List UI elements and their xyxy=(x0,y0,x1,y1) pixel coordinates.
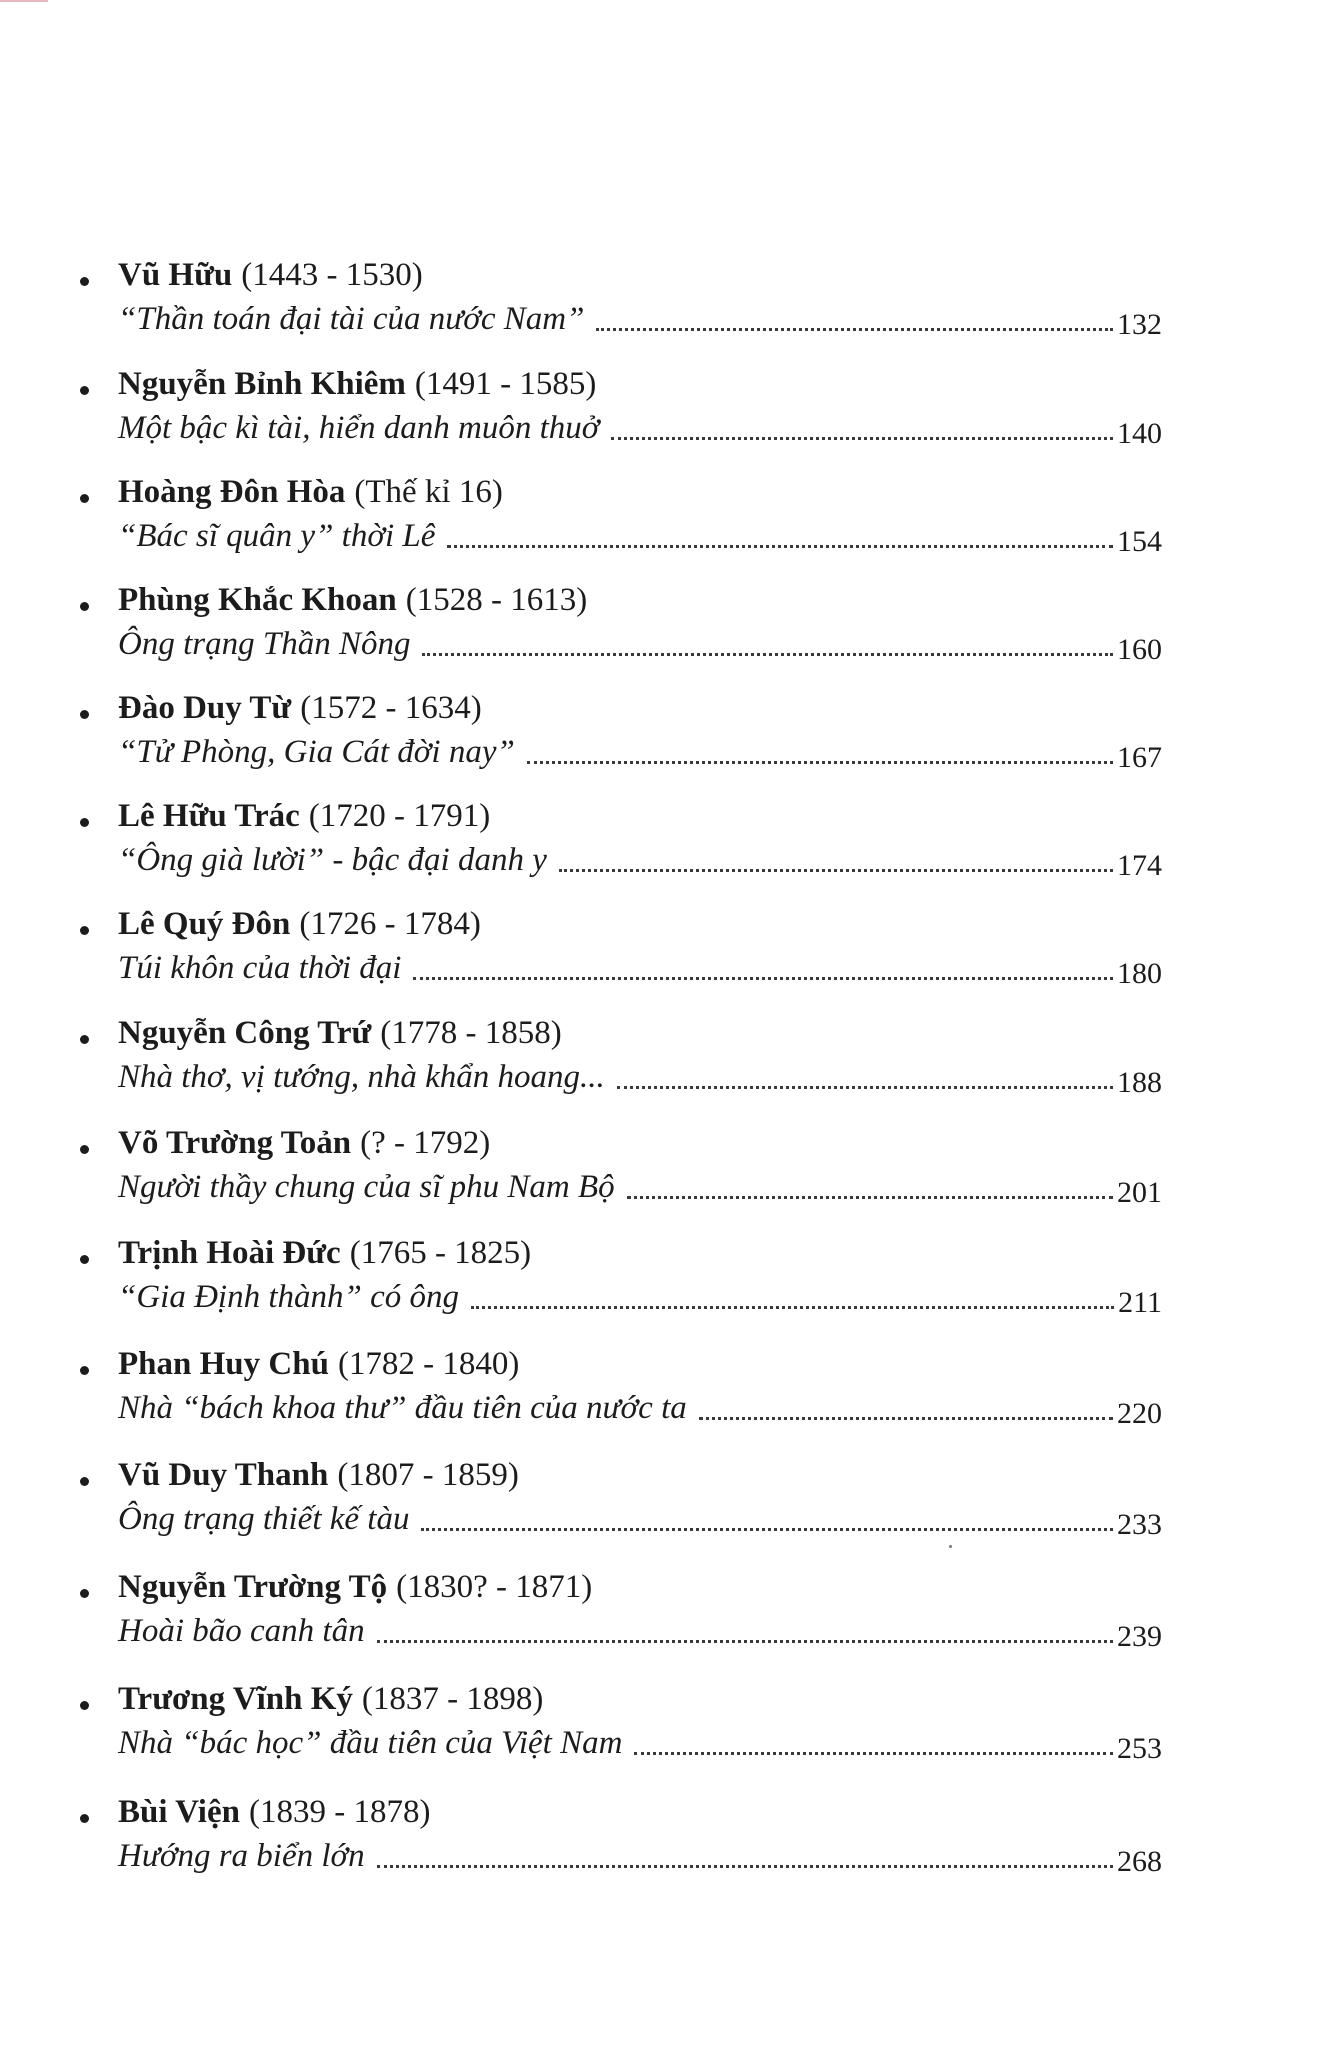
toc-entry xyxy=(0,688,1341,788)
toc-entry xyxy=(0,1679,1341,1779)
entry-heading xyxy=(118,796,490,836)
dot-leader xyxy=(421,1528,1113,1531)
person-years: (? - 1792) xyxy=(360,1125,491,1161)
page-number: 220 xyxy=(1117,1397,1162,1430)
toc-entry xyxy=(0,255,1341,355)
entry-heading xyxy=(118,580,587,620)
person-years: (1830? - 1871) xyxy=(396,1569,593,1605)
page-number: 154 xyxy=(1117,525,1162,558)
toc-entry xyxy=(0,1792,1341,1892)
toc-entry xyxy=(0,796,1341,896)
person-years: (1572 - 1634) xyxy=(300,690,482,726)
bullet-icon xyxy=(80,1255,89,1264)
entry-heading xyxy=(118,688,482,728)
entry-subtitle-row xyxy=(118,1273,1162,1319)
person-name: Nguyễn Trường Tộ xyxy=(118,1569,388,1605)
bullet-icon xyxy=(80,818,89,827)
page-number: 132 xyxy=(1117,308,1162,341)
entry-heading xyxy=(118,1679,543,1719)
entry-heading xyxy=(118,904,481,944)
person-years: (1839 - 1878) xyxy=(248,1794,431,1830)
person-name: Trịnh Hoài Đức xyxy=(118,1235,341,1271)
person-name: Nguyễn Bỉnh Khiêm xyxy=(118,366,406,402)
dot-leader xyxy=(559,869,1113,872)
entry-heading xyxy=(118,1792,430,1832)
bullet-icon xyxy=(80,710,89,719)
bullet-icon xyxy=(80,1366,89,1375)
person-name: Vũ Hữu xyxy=(118,257,233,293)
entry-heading xyxy=(118,1233,531,1273)
dot-leader xyxy=(447,545,1113,548)
entry-subtitle: Hoài bão canh tân xyxy=(118,1613,365,1649)
person-years: (1765 - 1825) xyxy=(349,1235,532,1271)
entry-subtitle: Nhà thơ, vị tướng, nhà khẩn hoang... xyxy=(118,1059,605,1095)
dot-leader xyxy=(377,1640,1113,1643)
entry-subtitle-row xyxy=(118,1607,1162,1653)
entry-subtitle: Một bậc kì tài, hiển danh muôn thuở xyxy=(118,410,600,446)
person-years: (Thế kỉ 16) xyxy=(354,474,503,510)
bullet-icon xyxy=(80,1701,89,1710)
person-years: (1726 - 1784) xyxy=(299,906,481,942)
dot-leader xyxy=(377,1865,1113,1868)
entry-subtitle-row xyxy=(118,1163,1162,1209)
entry-heading xyxy=(118,1013,562,1053)
entry-subtitle-row xyxy=(118,1832,1162,1878)
person-name: Võ Trường Toản xyxy=(118,1125,352,1161)
person-name: Bùi Viện xyxy=(118,1794,240,1830)
page-number: 211 xyxy=(1118,1286,1162,1319)
person-years: (1837 - 1898) xyxy=(361,1681,544,1717)
toc-entry xyxy=(0,472,1341,572)
entry-subtitle-row xyxy=(118,836,1162,882)
bullet-icon xyxy=(80,1035,89,1044)
person-years: (1528 - 1613) xyxy=(405,582,588,618)
entry-subtitle-row xyxy=(118,404,1162,450)
person-name: Phan Huy Chú xyxy=(118,1346,329,1382)
dot-leader xyxy=(527,761,1113,764)
toc-entry xyxy=(0,1233,1341,1333)
page-number: 188 xyxy=(1117,1066,1162,1099)
toc-entry xyxy=(0,580,1341,680)
person-name: Lê Hữu Trác xyxy=(118,798,300,834)
entry-subtitle: “Gia Định thành” có ông xyxy=(118,1279,460,1315)
toc-entry xyxy=(0,1123,1341,1223)
person-name: Nguyễn Công Trứ xyxy=(118,1015,372,1051)
toc-entry xyxy=(0,1567,1341,1667)
page-number: 180 xyxy=(1117,957,1162,990)
entry-subtitle-row xyxy=(118,944,1162,990)
page-number: 233 xyxy=(1117,1508,1162,1541)
bullet-icon xyxy=(80,1589,89,1598)
person-name: Hoàng Đôn Hòa xyxy=(118,474,346,510)
entry-heading xyxy=(118,364,596,404)
page-number: 268 xyxy=(1117,1845,1162,1878)
bullet-icon xyxy=(80,1145,89,1154)
toc-entry xyxy=(0,364,1341,464)
bullet-icon xyxy=(80,1477,89,1486)
person-years: (1491 - 1585) xyxy=(414,366,597,402)
entry-subtitle-row xyxy=(118,295,1162,341)
bullet-icon xyxy=(80,1814,89,1823)
page-number: 239 xyxy=(1117,1620,1162,1653)
entry-subtitle: Nhà “bách khoa thư” đầu tiên của nước ta xyxy=(118,1390,687,1426)
dot-leader xyxy=(596,328,1113,331)
person-years: (1778 - 1858) xyxy=(380,1015,562,1051)
toc-entry xyxy=(0,904,1341,1004)
person-name: Lê Quý Đôn xyxy=(118,906,291,942)
person-years: (1443 - 1530) xyxy=(241,257,423,293)
dot-leader xyxy=(627,1196,1113,1199)
page-number: 160 xyxy=(1117,633,1162,666)
person-name: Phùng Khắc Khoan xyxy=(118,582,397,618)
print-speck xyxy=(949,1545,952,1548)
entry-subtitle: “Thần toán đại tài của nước Nam” xyxy=(118,301,585,337)
entry-heading xyxy=(118,1344,519,1384)
toc-entry xyxy=(0,1013,1341,1113)
entry-subtitle: “Tử Phòng, Gia Cát đời nay” xyxy=(118,734,515,770)
page-number: 174 xyxy=(1117,849,1162,882)
entry-subtitle-row xyxy=(118,620,1162,666)
entry-subtitle: Ông trạng thiết kế tàu xyxy=(118,1501,410,1537)
entry-subtitle-row xyxy=(118,728,1162,774)
entry-subtitle: “Bác sĩ quân y” thời Lê xyxy=(118,518,436,554)
person-name: Vũ Duy Thanh xyxy=(118,1457,329,1493)
page-number: 201 xyxy=(1117,1176,1162,1209)
entry-subtitle-row xyxy=(118,1053,1162,1099)
page-number: 167 xyxy=(1117,741,1162,774)
entry-subtitle: Ông trạng Thần Nông xyxy=(118,626,411,662)
entry-heading xyxy=(118,472,503,512)
person-years: (1807 - 1859) xyxy=(337,1457,519,1493)
dot-leader xyxy=(413,977,1113,980)
page-number: 253 xyxy=(1117,1732,1162,1765)
person-years: (1720 - 1791) xyxy=(308,798,491,834)
dot-leader xyxy=(611,437,1113,440)
dot-leader xyxy=(634,1752,1113,1755)
bullet-icon xyxy=(80,494,89,503)
entry-subtitle-row xyxy=(118,512,1162,558)
dot-leader xyxy=(471,1306,1114,1309)
bullet-icon xyxy=(80,602,89,611)
entry-heading xyxy=(118,1455,519,1495)
entry-subtitle: Nhà “bác học” đầu tiên của Việt Nam xyxy=(118,1725,623,1761)
dot-leader xyxy=(422,653,1113,656)
entry-subtitle: Túi khôn của thời đại xyxy=(118,950,402,986)
person-years: (1782 - 1840) xyxy=(337,1346,520,1382)
toc-entry xyxy=(0,1455,1341,1555)
bullet-icon xyxy=(80,926,89,935)
entry-subtitle: Hướng ra biển lớn xyxy=(118,1838,365,1874)
toc-entry xyxy=(0,1344,1341,1444)
page-number: 140 xyxy=(1117,417,1162,450)
entry-subtitle-row xyxy=(118,1495,1162,1541)
entry-subtitle-row xyxy=(118,1384,1162,1430)
entry-heading xyxy=(118,1567,592,1607)
bullet-icon xyxy=(80,386,89,395)
person-name: Trương Vĩnh Ký xyxy=(118,1681,353,1717)
entry-subtitle: Người thầy chung của sĩ phu Nam Bộ xyxy=(118,1169,615,1205)
person-name: Đào Duy Từ xyxy=(118,690,292,726)
dot-leader xyxy=(699,1417,1113,1420)
bullet-icon xyxy=(80,277,89,286)
entry-subtitle-row xyxy=(118,1719,1162,1765)
entry-heading xyxy=(118,255,423,295)
entry-heading xyxy=(118,1123,490,1163)
entry-subtitle: “Ông già lười” - bậc đại danh y xyxy=(118,842,547,878)
dot-leader xyxy=(617,1086,1113,1089)
